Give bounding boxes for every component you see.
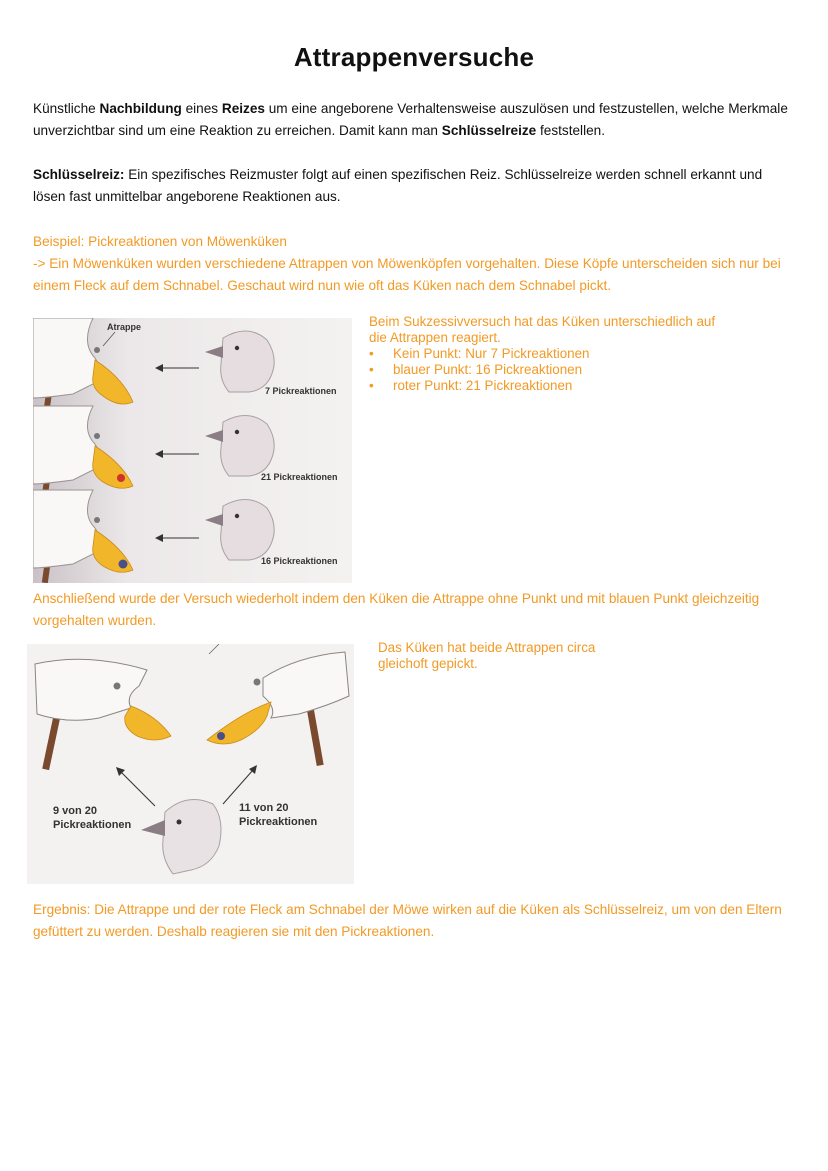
example-paragraph	[33, 231, 798, 297]
figure-simultaneous-experiment	[27, 644, 354, 884]
example-description: -> Ein Möwenküken wurden verschiedene Attrappen von Möwenköpfen vorgehalten. Diese Köpfe unterscheiden sich nur bei einem Fleck auf dem Schnabel. Geschaut wird nun wie oft das Küken nach dem Schnabel pickt.	[33, 256, 781, 293]
row-3-count: 16 Pickreaktionen	[261, 556, 338, 566]
example-heading: Beispiel: Pickreaktionen von Möwenküken	[33, 234, 287, 249]
label-attrappe: Atrappe	[107, 322, 142, 332]
result-item-none: • Kein Punkt: Nur 7 Pickreaktionen	[369, 346, 729, 362]
figure-successive-experiment	[33, 318, 352, 583]
left-count-label: Pickreaktionen	[53, 819, 132, 831]
results-intro: Beim Sukzessivversuch hat das Küken unterschiedlich auf die Attrappen reagiert.	[369, 314, 716, 345]
result-item-blue: • blauer Punkt: 16 Pickreaktionen	[369, 362, 729, 378]
definition-paragraph: Schlüsselreiz: Ein spezifisches Reizmuster folgt auf einen spezifischen Reiz. Schlüsselreize werden schnell erkannt und lösen fast unmittelbar angeborene Reaktionen aus.	[33, 167, 763, 204]
left-count: 9 von 20	[53, 805, 98, 817]
results-list	[369, 346, 729, 394]
results-simultaneous: Das Küken hat beide Attrappen circa gleichoft gepickt.	[378, 640, 596, 671]
definition-term: Schlüsselreiz:	[33, 167, 125, 182]
right-count-label: Pickreaktionen	[239, 816, 318, 828]
result-item-red: • roter Punkt: 21 Pickreaktionen	[369, 378, 729, 394]
row-2-count: 21 Pickreaktionen	[261, 472, 338, 482]
dummy-experiment-illustration	[33, 318, 352, 583]
page-title: Attrappenversuche	[293, 42, 535, 72]
results-successive	[369, 314, 729, 394]
followup-paragraph: Anschließend wurde der Versuch wiederholt indem den Küken die Attrappe ohne Punkt und mit blauen Punkt gleichzeitig vorgehalten wurden.	[33, 591, 760, 628]
intro-paragraph: Künstliche Nachbildung eines Reizes um eine angeborene Verhaltensweise auszulösen und festzustellen, welche Merkmale unverzichtbar sind um eine Reaktion zu erreichen. Damit kann man Schlüsselreize feststellen.	[33, 101, 788, 138]
right-count: 11 von 20	[239, 802, 289, 814]
row-1-count: 7 Pickreaktionen	[265, 386, 337, 396]
simultaneous-illustration	[27, 644, 354, 884]
conclusion-paragraph: Ergebnis: Die Attrappe und der rote Fleck am Schnabel der Möwe wirken auf die Küken als Schlüsselreiz, um von den Eltern gefüttert zu werden. Deshalb reagieren sie mit den Pickreaktionen.	[33, 902, 782, 939]
